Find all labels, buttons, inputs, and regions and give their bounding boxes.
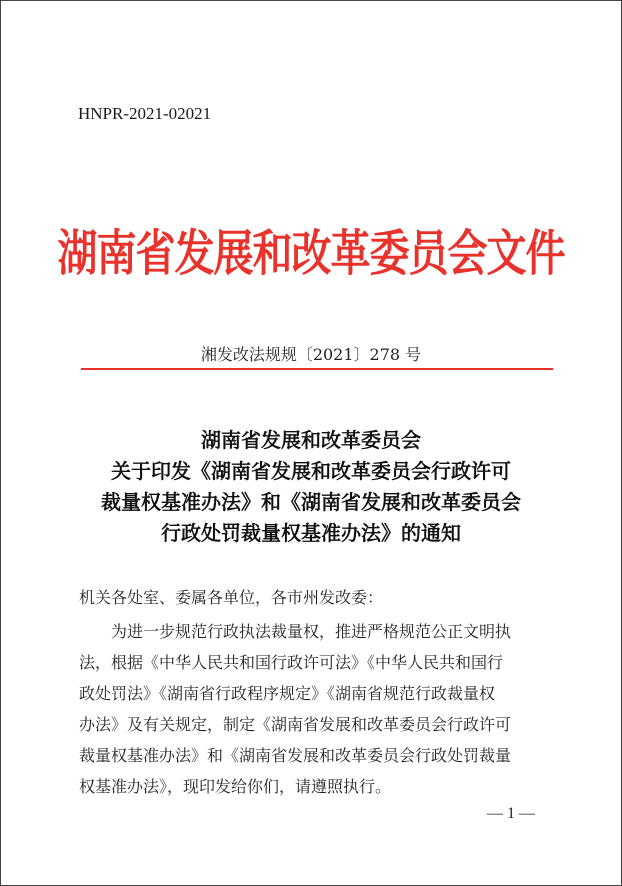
notice-title-line: 湖南省发展和改革委员会 [201,428,421,452]
red-divider-line [81,368,553,370]
body-line: 为进一步规范行政执法裁量权，推进严格规范公正文明执 [111,622,512,641]
notice-title-line: 行政处罚裁量权基准办法》的通知 [161,521,461,545]
salutation: 机关各处室、委属各单位，各市州发改委： [79,588,384,607]
document-code: HNPR-2021-02021 [78,104,212,123]
page-number: — 1 — [487,805,535,822]
red-header-title: 湖南省发展和改革委员会文件 [57,224,565,283]
notice-title-line: 裁量权基准办法》和《湖南省发展和改革委员会 [101,490,521,514]
notice-title-line: 关于印发《湖南省发展和改革委员会行政许可 [111,459,511,483]
body-line: 政处罚法》《湖南省行政程序规定》《湖南省规范行政裁量权 [79,684,496,703]
document-number: 湘发改法规规〔2021〕278 号 [200,345,422,364]
body-paragraph [79,616,559,802]
body-line: 办法》及有关规定，制定《湖南省发展和改革委员会行政许可 [79,715,512,734]
notice-title [1,425,621,549]
body-line: 法，根据《中华人民共和国行政许可法》《中华人民共和国行 [79,653,504,672]
body-line: 裁量权基准办法》和《湖南省发展和改革委员会行政处罚裁量 [79,746,512,765]
body-line: 权基准办法》，现印发给你们，请遵照执行。 [79,777,392,796]
